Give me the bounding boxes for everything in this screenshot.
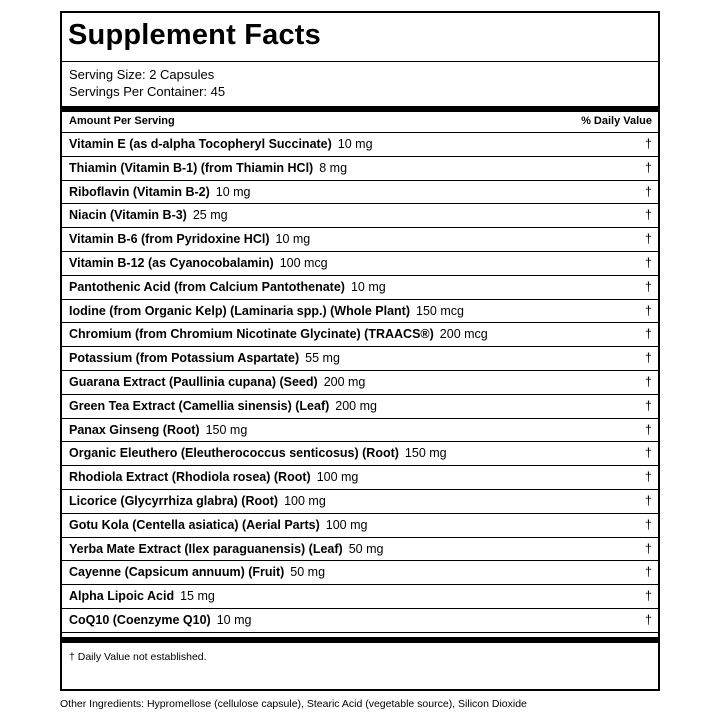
daily-value-cell: † <box>645 351 652 366</box>
ingredient-amount: 50 mg <box>290 565 326 580</box>
ingredient-name: Alpha Lipoic Acid <box>69 589 175 604</box>
ingredient-cell <box>69 518 367 532</box>
amount-per-serving-label: Amount Per Serving <box>69 115 175 127</box>
daily-value-cell: † <box>645 612 652 627</box>
ingredient-cell <box>69 208 228 222</box>
table-row <box>62 323 658 347</box>
ingredient-amount: 50 mg <box>348 541 384 556</box>
daily-value-cell: † <box>645 137 652 151</box>
ingredient-rows <box>62 133 658 633</box>
ingredient-cell <box>69 423 247 437</box>
column-header <box>69 115 652 129</box>
table-row <box>62 252 658 276</box>
daily-value-cell: † <box>645 446 652 461</box>
supplement-facts-panel <box>60 11 660 691</box>
ingredient-name: Guarana Extract (Paullinia cupana) (Seed) <box>69 374 318 389</box>
ingredient-cell <box>69 137 373 151</box>
ingredient-amount: 10 mg <box>275 232 311 247</box>
ingredient-name: Thiamin (Vitamin B-1) (from Thiamin HCl) <box>69 160 314 175</box>
ingredient-cell <box>69 256 328 270</box>
ingredient-name: Green Tea Extract (Camellia sinensis) (Leaf) <box>69 398 330 413</box>
ingredient-name: Vitamin B-12 (as Cyanocobalamin) <box>69 255 274 270</box>
daily-value-cell: † <box>645 589 652 604</box>
daily-value-cell: † <box>645 493 652 508</box>
table-row <box>62 181 658 205</box>
ingredient-cell <box>69 542 383 556</box>
ingredient-amount: 100 mg <box>284 493 326 508</box>
ingredient-name: Rhodiola Extract (Rhodiola rosea) (Root) <box>69 470 311 485</box>
table-row <box>62 585 658 609</box>
title-divider <box>62 61 658 62</box>
daily-value-cell: † <box>645 255 652 270</box>
table-row <box>62 538 658 562</box>
ingredient-amount: 25 mg <box>192 208 228 223</box>
daily-value-label: % Daily Value <box>581 115 652 127</box>
ingredient-name: Gotu Kola (Centella asiatica) (Aerial Parts) <box>69 517 320 532</box>
ingredient-name: Chromium (from Chromium Nicotinate Glycinate) (TRAACS®) <box>69 327 434 342</box>
ingredient-amount: 100 mg <box>316 470 359 485</box>
daily-value-cell: † <box>645 398 652 413</box>
serving-info <box>69 66 225 100</box>
thick-divider-bottom <box>62 637 658 643</box>
ingredient-name: CoQ10 (Coenzyme Q10) <box>69 612 211 627</box>
table-row <box>62 133 658 157</box>
daily-value-cell: † <box>645 470 652 485</box>
table-row <box>62 157 658 181</box>
ingredient-amount: 200 mcg <box>439 327 488 342</box>
table-row <box>62 276 658 300</box>
ingredient-amount: 150 mg <box>205 422 248 437</box>
ingredient-amount: 10 mg <box>337 137 373 151</box>
other-ingredients: Other Ingredients: Hypromellose (cellulose capsule), Stearic Acid (vegetable source), Silicon Dioxide <box>60 698 527 710</box>
table-row <box>62 347 658 371</box>
ingredient-cell <box>69 613 251 627</box>
table-row <box>62 395 658 419</box>
thick-divider-top <box>62 106 658 112</box>
ingredient-name: Niacin (Vitamin B-3) <box>69 208 187 223</box>
ingredient-cell <box>69 446 447 460</box>
daily-value-cell: † <box>645 279 652 294</box>
ingredient-amount: 100 mg <box>325 517 368 532</box>
daily-value-cell: † <box>645 160 652 175</box>
ingredient-cell <box>69 232 310 246</box>
ingredient-name: Vitamin E (as d-alpha Tocopheryl Succinate) <box>69 137 332 151</box>
ingredient-name: Potassium (from Potassium Aspartate) <box>69 351 300 366</box>
ingredient-name: Yerba Mate Extract (Ilex paraguanensis) (Leaf) <box>69 541 343 556</box>
ingredient-cell <box>69 494 326 508</box>
ingredient-cell <box>69 304 464 318</box>
ingredient-amount: 55 mg <box>305 351 340 366</box>
table-row <box>62 419 658 443</box>
ingredient-amount: 10 mg <box>215 184 251 199</box>
panel-title: Supplement Facts <box>68 19 321 51</box>
ingredient-amount: 200 mg <box>335 398 377 413</box>
ingredient-cell <box>69 399 377 413</box>
ingredient-cell <box>69 375 365 389</box>
table-row <box>62 228 658 252</box>
table-row <box>62 442 658 466</box>
ingredient-amount: 10 mg <box>216 612 252 627</box>
ingredient-cell <box>69 280 386 294</box>
servings-per-container: Servings Per Container: 45 <box>69 84 226 99</box>
ingredient-amount: 150 mg <box>404 446 447 461</box>
ingredient-name: Vitamin B-6 (from Pyridoxine HCl) <box>69 232 270 247</box>
ingredient-amount: 100 mcg <box>279 255 328 270</box>
ingredient-name: Pantothenic Acid (from Calcium Pantothenate) <box>69 279 345 294</box>
ingredient-amount: 15 mg <box>180 589 215 604</box>
ingredient-name: Panax Ginseng (Root) <box>69 422 200 437</box>
daily-value-cell: † <box>645 541 652 556</box>
table-row <box>62 204 658 228</box>
ingredient-cell <box>69 327 488 341</box>
table-row <box>62 514 658 538</box>
footnote: † Daily Value not established. <box>69 651 207 663</box>
ingredient-name: Riboflavin (Vitamin B-2) <box>69 184 210 199</box>
daily-value-cell: † <box>645 208 652 223</box>
table-row <box>62 609 658 633</box>
ingredient-name: Iodine (from Organic Kelp) (Laminaria spp.) (Whole Plant) <box>69 303 410 318</box>
daily-value-cell: † <box>645 232 652 247</box>
ingredient-cell <box>69 565 325 579</box>
ingredient-amount: 8 mg <box>319 160 348 175</box>
ingredient-cell <box>69 161 347 175</box>
ingredient-amount: 10 mg <box>350 279 386 294</box>
table-row <box>62 371 658 395</box>
daily-value-cell: † <box>645 327 652 342</box>
ingredient-name: Cayenne (Capsicum annuum) (Fruit) <box>69 565 285 580</box>
ingredient-name: Organic Eleuthero (Eleutherococcus senticosus) (Root) <box>69 446 399 461</box>
daily-value-cell: † <box>645 184 652 199</box>
ingredient-name: Licorice (Glycyrrhiza glabra) (Root) <box>69 493 279 508</box>
ingredient-cell <box>69 470 358 484</box>
ingredient-cell <box>69 185 251 199</box>
daily-value-cell: † <box>645 565 652 580</box>
table-row <box>62 561 658 585</box>
daily-value-cell: † <box>645 517 652 532</box>
table-row <box>62 490 658 514</box>
ingredient-cell <box>69 351 340 365</box>
serving-size: Serving Size: 2 Capsules <box>69 67 215 82</box>
daily-value-cell: † <box>645 303 652 318</box>
ingredient-amount: 150 mcg <box>416 303 464 318</box>
daily-value-cell: † <box>645 374 652 389</box>
table-row <box>62 466 658 490</box>
ingredient-amount: 200 mg <box>323 374 366 389</box>
table-row <box>62 300 658 324</box>
ingredient-cell <box>69 589 215 603</box>
daily-value-cell: † <box>645 422 652 437</box>
